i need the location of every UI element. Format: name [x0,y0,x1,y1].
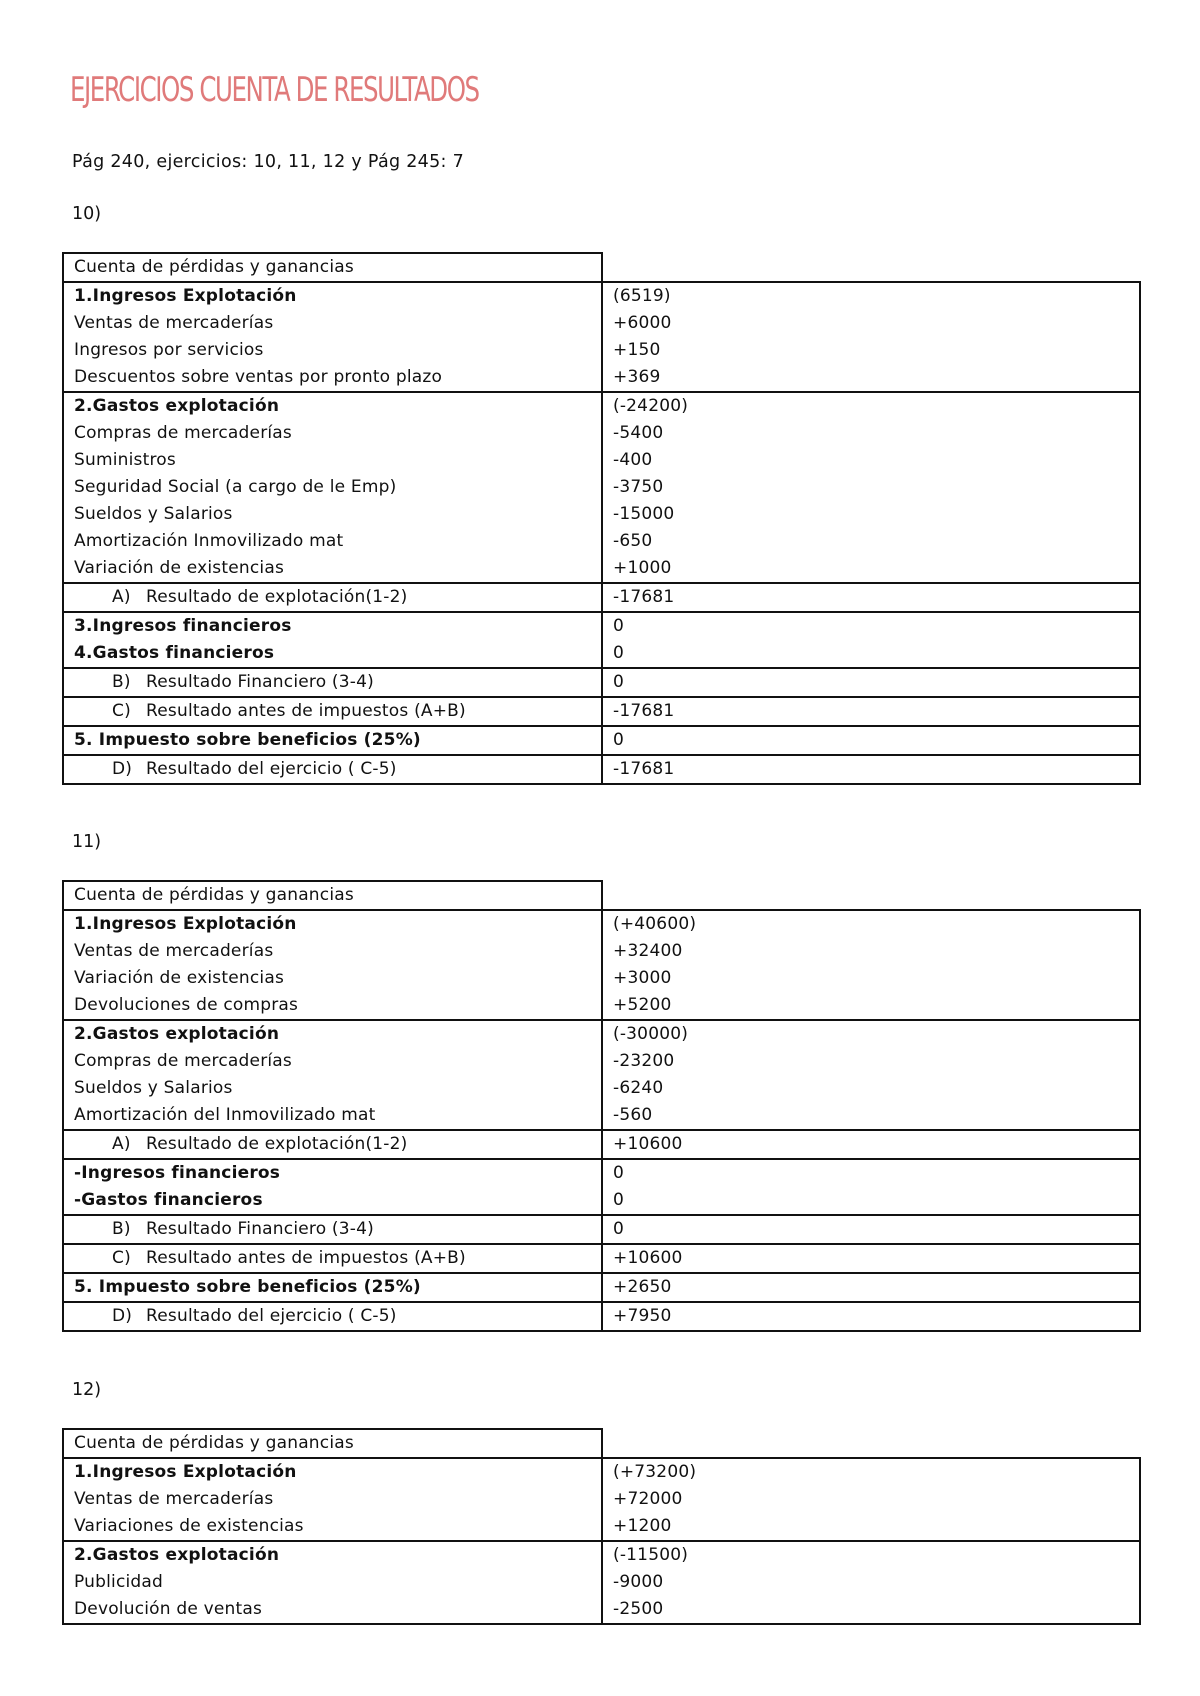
table-header-row [63,253,1140,282]
row-value: -15000 [602,501,1140,528]
row-label-cell: -Ingresos financieros [63,1159,602,1187]
row-value: (-11500) [602,1541,1140,1569]
row-value: +1200 [602,1513,1140,1541]
row-value: (-30000) [602,1020,1140,1048]
table-row [63,1244,1140,1273]
row-label-cell [63,1244,602,1273]
table-row [63,697,1140,726]
row-label-cell: Descuentos sobre ventas por pronto plazo [63,364,602,392]
result-letter: A) [112,587,131,607]
row-value: -5400 [602,420,1140,447]
table-header-label: Cuenta de pérdidas y ganancias [63,253,602,282]
row-label: Resultado de explotación(1-2) [146,1134,408,1154]
row-value: 0 [602,640,1140,668]
table-row [63,282,1140,310]
row-value: +1000 [602,555,1140,583]
row-value: +150 [602,337,1140,364]
row-label-cell: Variaciones de existencias [63,1513,602,1541]
profit-loss-table [62,880,1141,1332]
row-label-cell: 1.Ingresos Explotación [63,910,602,938]
table-header-empty [602,1429,1140,1458]
row-label-cell [63,697,602,726]
row-value: -400 [602,447,1140,474]
row-label-cell: 2.Gastos explotación [63,392,602,420]
row-value: -3750 [602,474,1140,501]
row-value: 0 [602,612,1140,640]
row-label-cell: Seguridad Social (a cargo de le Emp) [63,474,602,501]
table-header-empty [602,881,1140,910]
row-label: Resultado del ejercicio ( C-5) [146,1306,397,1326]
row-label: Resultado Financiero (3-4) [146,1219,374,1239]
row-label-cell: Publicidad [63,1569,602,1596]
row-value: -9000 [602,1569,1140,1596]
row-label-cell: Variación de existencias [63,555,602,583]
table-row [63,668,1140,697]
result-letter: A) [112,1134,131,1154]
row-value: -17681 [602,755,1140,784]
profit-loss-table [62,252,1141,785]
row-label-cell: 2.Gastos explotación [63,1020,602,1048]
table-row [63,583,1140,612]
row-value: +32400 [602,938,1140,965]
result-letter: C) [112,1248,131,1268]
row-label-cell: 5. Impuesto sobre beneficios (25%) [63,726,602,755]
table-row [63,1541,1140,1569]
row-value: 0 [602,668,1140,697]
table-row [63,337,1140,364]
table-row [63,1302,1140,1331]
row-value: +369 [602,364,1140,392]
row-value: -6240 [602,1075,1140,1102]
table-row [63,1130,1140,1159]
row-value: +72000 [602,1486,1140,1513]
row-label-cell: 4.Gastos financieros [63,640,602,668]
row-label-cell [63,1130,602,1159]
row-value: (+73200) [602,1458,1140,1486]
row-value: +6000 [602,310,1140,337]
table-row [63,447,1140,474]
result-letter: B) [112,1219,131,1239]
table-row [63,640,1140,668]
table-row [63,726,1140,755]
row-value: 0 [602,726,1140,755]
row-label-cell [63,1302,602,1331]
table-row [63,910,1140,938]
row-label: Resultado antes de impuestos (A+B) [146,1248,466,1268]
row-value: -23200 [602,1048,1140,1075]
row-value: 0 [602,1215,1140,1244]
row-value: -17681 [602,697,1140,726]
row-label-cell: Sueldos y Salarios [63,501,602,528]
row-label-cell: -Gastos financieros [63,1187,602,1215]
table-row [63,1513,1140,1541]
row-value: +5200 [602,992,1140,1020]
row-label: Resultado antes de impuestos (A+B) [146,701,466,721]
document-title: EJERCICIOS CUENTA DE RESULTADOS [70,70,479,110]
row-value: -17681 [602,583,1140,612]
table-row [63,501,1140,528]
row-value: +7950 [602,1302,1140,1331]
row-label: Resultado del ejercicio ( C-5) [146,759,397,779]
table-row [63,420,1140,447]
row-label-cell: Compras de mercaderías [63,420,602,447]
row-label-cell: Devoluciones de compras [63,992,602,1020]
row-label-cell: 2.Gastos explotación [63,1541,602,1569]
row-label-cell [63,668,602,697]
table-header-row [63,881,1140,910]
table-header-label: Cuenta de pérdidas y ganancias [63,881,602,910]
result-letter: B) [112,672,131,692]
row-label-cell: Ingresos por servicios [63,337,602,364]
table-row [63,1159,1140,1187]
table-row [63,1458,1140,1486]
row-value: (+40600) [602,910,1140,938]
row-value: 0 [602,1159,1140,1187]
document-subtitle: Pág 240, ejercicios: 10, 11, 12 y Pág 245: 7 [72,152,465,172]
table-row [63,1215,1140,1244]
result-letter: C) [112,701,131,721]
table-row [63,555,1140,583]
row-value: +2650 [602,1273,1140,1302]
row-label-cell: Amortización Inmovilizado mat [63,528,602,555]
row-label-cell: Compras de mercaderías [63,1048,602,1075]
row-label-cell: Variación de existencias [63,965,602,992]
row-value: (-24200) [602,392,1140,420]
row-value: (6519) [602,282,1140,310]
row-label-cell [63,583,602,612]
table-row [63,965,1140,992]
row-label-cell [63,755,602,784]
table-header-empty [602,253,1140,282]
table-row [63,938,1140,965]
row-label-cell: 1.Ingresos Explotación [63,1458,602,1486]
row-value: +10600 [602,1130,1140,1159]
row-value: -650 [602,528,1140,555]
table-row [63,364,1140,392]
table-row [63,612,1140,640]
table-header-label: Cuenta de pérdidas y ganancias [63,1429,602,1458]
table-row [63,1187,1140,1215]
table-row [63,992,1140,1020]
row-label-cell: 5. Impuesto sobre beneficios (25%) [63,1273,602,1302]
row-label: Resultado de explotación(1-2) [146,587,408,607]
table-header-row [63,1429,1140,1458]
result-letter: D) [112,1306,133,1326]
row-label-cell: Ventas de mercaderías [63,310,602,337]
row-label-cell: 3.Ingresos financieros [63,612,602,640]
profit-loss-table [62,1428,1141,1625]
row-value: -560 [602,1102,1140,1130]
table-row [63,1596,1140,1624]
exercise-label: 10) [72,204,102,224]
table-row [63,310,1140,337]
row-label-cell: Sueldos y Salarios [63,1075,602,1102]
table-row [63,528,1140,555]
table-row [63,755,1140,784]
row-value: -2500 [602,1596,1140,1624]
row-label-cell: Amortización del Inmovilizado mat [63,1102,602,1130]
row-value: +10600 [602,1244,1140,1273]
row-label-cell: Ventas de mercaderías [63,1486,602,1513]
row-label-cell: 1.Ingresos Explotación [63,282,602,310]
row-label: Resultado Financiero (3-4) [146,672,374,692]
table-row [63,1273,1140,1302]
table-row [63,1020,1140,1048]
row-label-cell: Devolución de ventas [63,1596,602,1624]
row-label-cell: Suministros [63,447,602,474]
exercise-label: 11) [72,832,102,852]
row-label-cell: Ventas de mercaderías [63,938,602,965]
table-row [63,392,1140,420]
row-value: 0 [602,1187,1140,1215]
table-row [63,1075,1140,1102]
table-row [63,1048,1140,1075]
row-value: +3000 [602,965,1140,992]
table-row [63,1569,1140,1596]
exercise-label: 12) [72,1380,102,1400]
result-letter: D) [112,759,133,779]
table-row [63,1102,1140,1130]
table-row [63,1486,1140,1513]
row-label-cell [63,1215,602,1244]
table-row [63,474,1140,501]
